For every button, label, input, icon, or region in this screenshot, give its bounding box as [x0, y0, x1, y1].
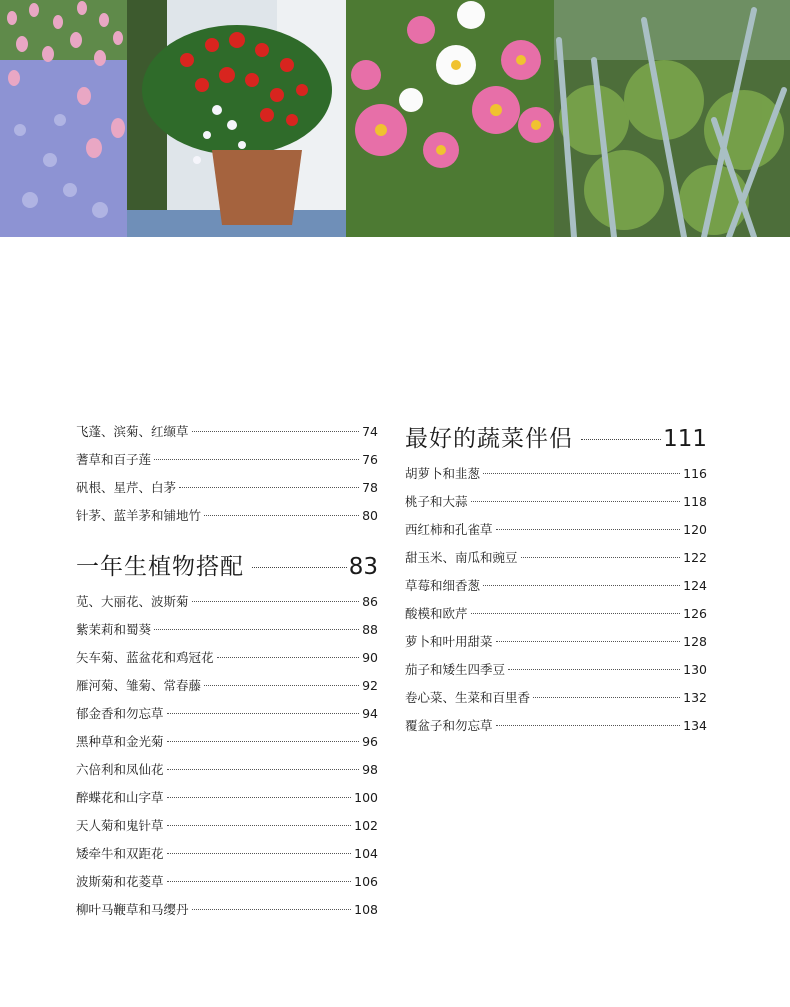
toc-entry-page: 132: [683, 690, 707, 705]
toc-entry-label: 雁河菊、雏菊、常春藤: [76, 678, 202, 693]
toc-entry[interactable]: [76, 418, 378, 446]
toc-entry-page: 124: [683, 578, 707, 593]
toc-entry[interactable]: [76, 474, 378, 502]
toc-entry-label: 西红柿和孔雀草: [405, 522, 493, 537]
toc-entry-page: 86: [362, 594, 378, 609]
dot-leader: [496, 725, 681, 726]
dot-leader: [521, 557, 681, 558]
section-title: 最好的蔬菜伴侣: [405, 426, 573, 452]
toc-entry-label: 桃子和大蒜: [405, 494, 468, 509]
toc-entry-label: 茄子和矮生四季豆: [405, 662, 506, 677]
toc-entry[interactable]: [76, 700, 378, 728]
dot-leader: [471, 501, 681, 502]
toc-entry-page: 90: [362, 650, 378, 665]
dot-leader: [471, 613, 681, 614]
toc-entry-page: 74: [362, 424, 378, 439]
toc-entry[interactable]: [76, 502, 378, 530]
dot-leader: [167, 881, 352, 882]
dot-leader: [167, 797, 352, 798]
toc-entry[interactable]: [76, 868, 378, 896]
toc-entry-label: 胡萝卜和韭葱: [405, 466, 481, 481]
leek-carrot-photo: [554, 0, 790, 237]
dot-leader: [167, 741, 360, 742]
toc-entry-page: 116: [683, 466, 707, 481]
toc-entry[interactable]: [405, 628, 707, 656]
toc-entry[interactable]: [76, 896, 378, 924]
toc-entry-label: 苋、大丽花、波斯菊: [76, 594, 189, 609]
toc-entry-page: 80: [362, 508, 378, 523]
dot-leader: [192, 909, 352, 910]
toc-entry-page: 128: [683, 634, 707, 649]
toc-entry-label: 六倍利和凤仙花: [76, 762, 164, 777]
toc-entry-label: 矾根、星芹、白茅: [76, 480, 177, 495]
toc-entry-label: 覆盆子和勿忘草: [405, 718, 493, 733]
dot-leader: [496, 529, 681, 530]
toc-entry-page: 76: [362, 452, 378, 467]
photo-strip: [0, 0, 790, 237]
toc-entry-label: 黑种草和金光菊: [76, 734, 164, 749]
toc-entry-page: 122: [683, 550, 707, 565]
cosmos-flowers-photo: [346, 0, 554, 237]
toc-entry-page: 98: [362, 762, 378, 777]
toc-entry-label: 草莓和细香葱: [405, 578, 481, 593]
toc-entry-label: 波斯菊和花菱草: [76, 874, 164, 889]
toc-entry-page: 88: [362, 622, 378, 637]
section-title: 一年生植物搭配: [76, 554, 244, 580]
toc-entry-label: 飞蓬、滨菊、红缬草: [76, 424, 189, 439]
toc-entry[interactable]: [405, 712, 707, 740]
toc-entry-page: 126: [683, 606, 707, 621]
dot-leader: [179, 487, 359, 488]
toc-entry-label: 天人菊和鬼针草: [76, 818, 164, 833]
dot-leader: [192, 601, 360, 602]
toc-entry-label: 醉蝶花和山字草: [76, 790, 164, 805]
toc-entry-label: 矢车菊、蓝盆花和鸡冠花: [76, 650, 214, 665]
toc-entry-page: 100: [354, 790, 378, 805]
toc-entry-label: 酸模和欧芹: [405, 606, 468, 621]
toc-entry-page: 134: [683, 718, 707, 733]
toc-entry-label: 萝卜和叶用甜菜: [405, 634, 493, 649]
toc-entry-label: 甜玉米、南瓜和豌豆: [405, 550, 518, 565]
toc-entry[interactable]: [76, 728, 378, 756]
toc-entry[interactable]: [76, 446, 378, 474]
toc-entry-page: 104: [354, 846, 378, 861]
toc-entry-page: 78: [362, 480, 378, 495]
toc-entry[interactable]: [76, 644, 378, 672]
toc-entry-label: 蓍草和百子莲: [76, 452, 152, 467]
dot-leader: [252, 567, 347, 568]
toc-entry[interactable]: [76, 756, 378, 784]
toc-entry-page: 96: [362, 734, 378, 749]
dot-leader: [192, 431, 360, 432]
dot-leader: [483, 473, 680, 474]
toc-entry-page: 102: [354, 818, 378, 833]
toc-entry-page: 92: [362, 678, 378, 693]
dot-leader: [496, 641, 681, 642]
toc-entry-page: 120: [683, 522, 707, 537]
toc-entry-page: 118: [683, 494, 707, 509]
toc-entry[interactable]: [405, 656, 707, 684]
toc-entry[interactable]: [76, 588, 378, 616]
dot-leader: [204, 685, 359, 686]
toc-section-heading[interactable]: [76, 546, 378, 588]
toc-entry[interactable]: [405, 684, 707, 712]
dot-leader: [217, 657, 360, 658]
toc-entry[interactable]: [405, 516, 707, 544]
toc-entry-label: 柳叶马鞭草和马缨丹: [76, 902, 189, 917]
toc-entry[interactable]: [405, 460, 707, 488]
toc-entry[interactable]: [405, 600, 707, 628]
toc-section-heading[interactable]: [405, 418, 707, 460]
toc-entry[interactable]: [76, 784, 378, 812]
toc-right-column: [405, 418, 707, 740]
dot-leader: [167, 853, 352, 854]
dot-leader: [167, 825, 352, 826]
dot-leader: [533, 697, 680, 698]
toc-entry-label: 郁金香和勿忘草: [76, 706, 164, 721]
toc-entry-label: 卷心菜、生菜和百里香: [405, 690, 531, 705]
toc-entry[interactable]: [76, 672, 378, 700]
dot-leader: [204, 515, 359, 516]
toc-entry[interactable]: [76, 616, 378, 644]
toc-entry-label: 紫茉莉和蜀葵: [76, 622, 152, 637]
toc-entry[interactable]: [76, 840, 378, 868]
toc-entry[interactable]: [405, 544, 707, 572]
toc-entry-label: 针茅、蓝羊茅和铺地竹: [76, 508, 202, 523]
dot-leader: [154, 459, 359, 460]
dot-leader: [167, 713, 360, 714]
dot-leader: [154, 629, 359, 630]
dot-leader: [483, 585, 680, 586]
toc-entry-page: 108: [354, 902, 378, 917]
dot-leader: [167, 769, 360, 770]
tulip-forget-me-not-photo: [0, 0, 127, 237]
toc-entry-page: 130: [683, 662, 707, 677]
toc-left-column: [76, 418, 378, 924]
section-page: 83: [348, 554, 378, 580]
toc-entry-page: 106: [354, 874, 378, 889]
potted-impatiens-photo: [127, 0, 346, 237]
dot-leader: [508, 669, 680, 670]
section-page: 111: [663, 426, 707, 452]
toc-entry-page: 94: [362, 706, 378, 721]
toc-entry[interactable]: [405, 572, 707, 600]
dot-leader: [581, 439, 661, 440]
toc-entry[interactable]: [405, 488, 707, 516]
toc-entry-label: 矮牵牛和双距花: [76, 846, 164, 861]
toc-entry[interactable]: [76, 812, 378, 840]
